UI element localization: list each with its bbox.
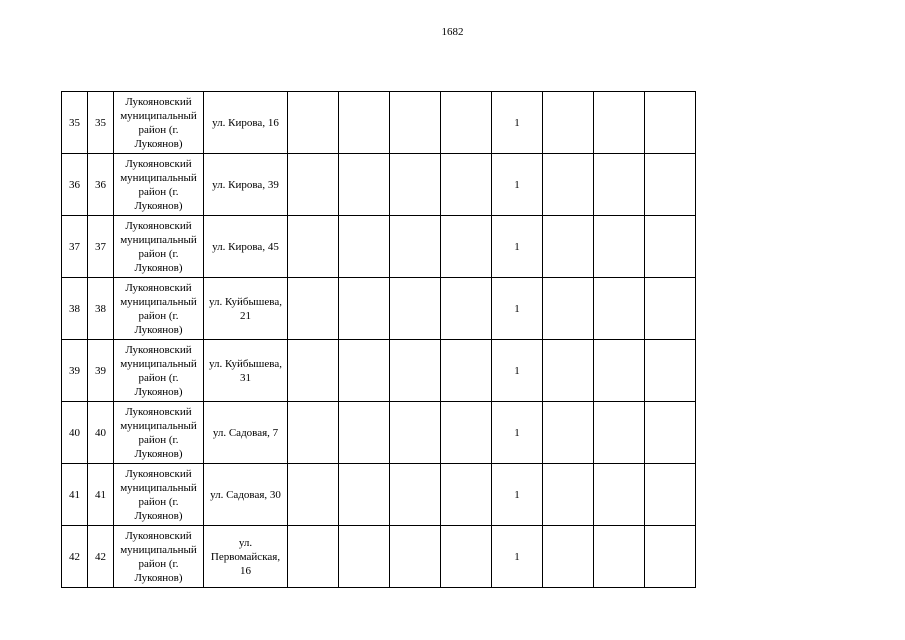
empty-cell — [645, 154, 696, 216]
municipal-area-line: Лукояновский — [125, 529, 192, 542]
municipal-area-cell — [114, 464, 204, 526]
table-row — [62, 92, 696, 154]
empty-cell — [390, 154, 441, 216]
empty-cell — [339, 340, 390, 402]
municipal-area-line: Лукоянов) — [134, 509, 183, 522]
empty-cell — [594, 216, 645, 278]
page-number: 1682 — [441, 26, 464, 38]
municipal-area-line: Лукояновский — [125, 343, 192, 356]
empty-cell — [645, 526, 696, 588]
empty-cell — [594, 92, 645, 154]
municipal-area-line: Лукояновский — [125, 95, 192, 108]
municipal-area-cell — [114, 154, 204, 216]
address-cell — [204, 526, 288, 588]
empty-cell — [543, 216, 594, 278]
empty-cell — [339, 402, 390, 464]
municipal-area-cell — [114, 92, 204, 154]
address-line: ул. — [238, 536, 253, 549]
empty-cell — [594, 464, 645, 526]
municipal-area-line: район (г. — [138, 495, 179, 508]
empty-cell — [645, 402, 696, 464]
empty-cell — [441, 92, 492, 154]
municipal-area-line: Лукоянов) — [134, 199, 183, 212]
empty-cell — [594, 278, 645, 340]
address-cell — [204, 278, 288, 340]
municipal-area-line: Лукояновский — [125, 219, 192, 232]
empty-cell — [645, 278, 696, 340]
empty-cell — [390, 464, 441, 526]
address-line: ул. Садовая, 30 — [210, 488, 281, 501]
empty-cell — [645, 464, 696, 526]
object-number-cell: 37 — [88, 216, 114, 278]
municipal-area-line: Лукоянов) — [134, 261, 183, 274]
address-line: ул. Кирова, 16 — [212, 116, 279, 129]
table-row — [62, 526, 696, 588]
row-number-cell: 39 — [62, 340, 88, 402]
address-line: ул. Куйбышева, — [209, 295, 282, 308]
municipal-area-cell — [114, 402, 204, 464]
municipal-area-line: муниципальный — [120, 419, 197, 432]
object-number-cell: 38 — [88, 278, 114, 340]
empty-cell — [288, 464, 339, 526]
empty-cell — [390, 402, 441, 464]
row-number-cell: 41 — [62, 464, 88, 526]
empty-cell — [594, 154, 645, 216]
municipal-area-line: район (г. — [138, 557, 179, 570]
empty-cell — [645, 340, 696, 402]
municipal-area-line: Лукояновский — [125, 157, 192, 170]
empty-cell — [339, 278, 390, 340]
object-number-cell: 41 — [88, 464, 114, 526]
empty-cell — [543, 340, 594, 402]
municipal-area-line: Лукояновский — [125, 405, 192, 418]
quantity-cell: 1 — [492, 402, 543, 464]
municipal-area-line: Лукояновский — [125, 281, 192, 294]
object-number-cell: 39 — [88, 340, 114, 402]
empty-cell — [441, 402, 492, 464]
address-line: Первомайская, — [210, 550, 281, 563]
quantity-cell: 1 — [492, 154, 543, 216]
row-number-cell: 38 — [62, 278, 88, 340]
empty-cell — [543, 526, 594, 588]
table-row — [62, 278, 696, 340]
object-number-cell: 36 — [88, 154, 114, 216]
municipal-area-line: Лукояновский — [125, 467, 192, 480]
quantity-cell: 1 — [492, 216, 543, 278]
address-cell — [204, 340, 288, 402]
municipal-area-line: муниципальный — [120, 357, 197, 370]
empty-cell — [543, 154, 594, 216]
empty-cell — [390, 340, 441, 402]
empty-cell — [543, 92, 594, 154]
empty-cell — [288, 402, 339, 464]
empty-cell — [594, 340, 645, 402]
empty-cell — [594, 402, 645, 464]
municipal-area-line: Лукоянов) — [134, 323, 183, 336]
address-line: ул. Кирова, 39 — [212, 178, 279, 191]
empty-cell — [441, 278, 492, 340]
municipal-area-line: Лукоянов) — [134, 385, 183, 398]
quantity-cell: 1 — [492, 340, 543, 402]
empty-cell — [645, 92, 696, 154]
empty-cell — [441, 216, 492, 278]
table-body — [62, 92, 696, 588]
table-row — [62, 464, 696, 526]
empty-cell — [441, 526, 492, 588]
municipal-area-line: муниципальный — [120, 481, 197, 494]
municipal-area-line: муниципальный — [120, 109, 197, 122]
empty-cell — [441, 154, 492, 216]
municipal-area-line: район (г. — [138, 371, 179, 384]
empty-cell — [288, 154, 339, 216]
empty-cell — [543, 278, 594, 340]
municipal-area-cell — [114, 278, 204, 340]
quantity-cell: 1 — [492, 526, 543, 588]
address-cell — [204, 464, 288, 526]
municipal-area-line: район (г. — [138, 123, 179, 136]
empty-cell — [339, 92, 390, 154]
row-number-cell: 36 — [62, 154, 88, 216]
row-number-cell: 40 — [62, 402, 88, 464]
empty-cell — [441, 464, 492, 526]
empty-cell — [339, 216, 390, 278]
municipal-area-line: муниципальный — [120, 171, 197, 184]
address-cell — [204, 216, 288, 278]
empty-cell — [288, 278, 339, 340]
object-number-cell: 40 — [88, 402, 114, 464]
empty-cell — [288, 92, 339, 154]
empty-cell — [390, 216, 441, 278]
municipal-area-cell — [114, 526, 204, 588]
object-number-cell: 42 — [88, 526, 114, 588]
empty-cell — [645, 216, 696, 278]
address-line: ул. Садовая, 7 — [212, 426, 279, 439]
empty-cell — [390, 92, 441, 154]
quantity-cell: 1 — [492, 92, 543, 154]
municipal-area-cell — [114, 340, 204, 402]
object-number-cell: 35 — [88, 92, 114, 154]
address-cell — [204, 154, 288, 216]
empty-cell — [594, 526, 645, 588]
row-number-cell: 35 — [62, 92, 88, 154]
municipal-area-cell — [114, 216, 204, 278]
empty-cell — [288, 340, 339, 402]
empty-cell — [288, 216, 339, 278]
municipal-area-line: Лукоянов) — [134, 137, 183, 150]
municipal-area-line: район (г. — [138, 433, 179, 446]
address-cell — [204, 92, 288, 154]
municipal-area-line: муниципальный — [120, 233, 197, 246]
municipal-area-line: район (г. — [138, 185, 179, 198]
municipal-area-line: район (г. — [138, 309, 179, 322]
quantity-cell: 1 — [492, 278, 543, 340]
empty-cell — [339, 526, 390, 588]
municipal-area-line: район (г. — [138, 247, 179, 260]
empty-cell — [543, 402, 594, 464]
empty-cell — [288, 526, 339, 588]
quantity-cell: 1 — [492, 464, 543, 526]
address-line: ул. Кирова, 45 — [212, 240, 279, 253]
empty-cell — [390, 278, 441, 340]
address-line: ул. Куйбышева, — [209, 357, 282, 370]
table-row — [62, 402, 696, 464]
table-row — [62, 216, 696, 278]
municipal-area-line: Лукоянов) — [134, 447, 183, 460]
municipal-area-line: Лукоянов) — [134, 571, 183, 584]
objects-table — [61, 91, 696, 588]
row-number-cell: 37 — [62, 216, 88, 278]
empty-cell — [441, 340, 492, 402]
empty-cell — [339, 154, 390, 216]
row-number-cell: 42 — [62, 526, 88, 588]
address-line: 21 — [240, 309, 251, 322]
municipal-area-line: муниципальный — [120, 543, 197, 556]
table-row — [62, 154, 696, 216]
municipal-area-line: муниципальный — [120, 295, 197, 308]
address-line: 16 — [240, 564, 251, 577]
empty-cell — [339, 464, 390, 526]
address-line: 31 — [240, 371, 251, 384]
empty-cell — [390, 526, 441, 588]
table-row — [62, 340, 696, 402]
empty-cell — [543, 464, 594, 526]
address-cell — [204, 402, 288, 464]
